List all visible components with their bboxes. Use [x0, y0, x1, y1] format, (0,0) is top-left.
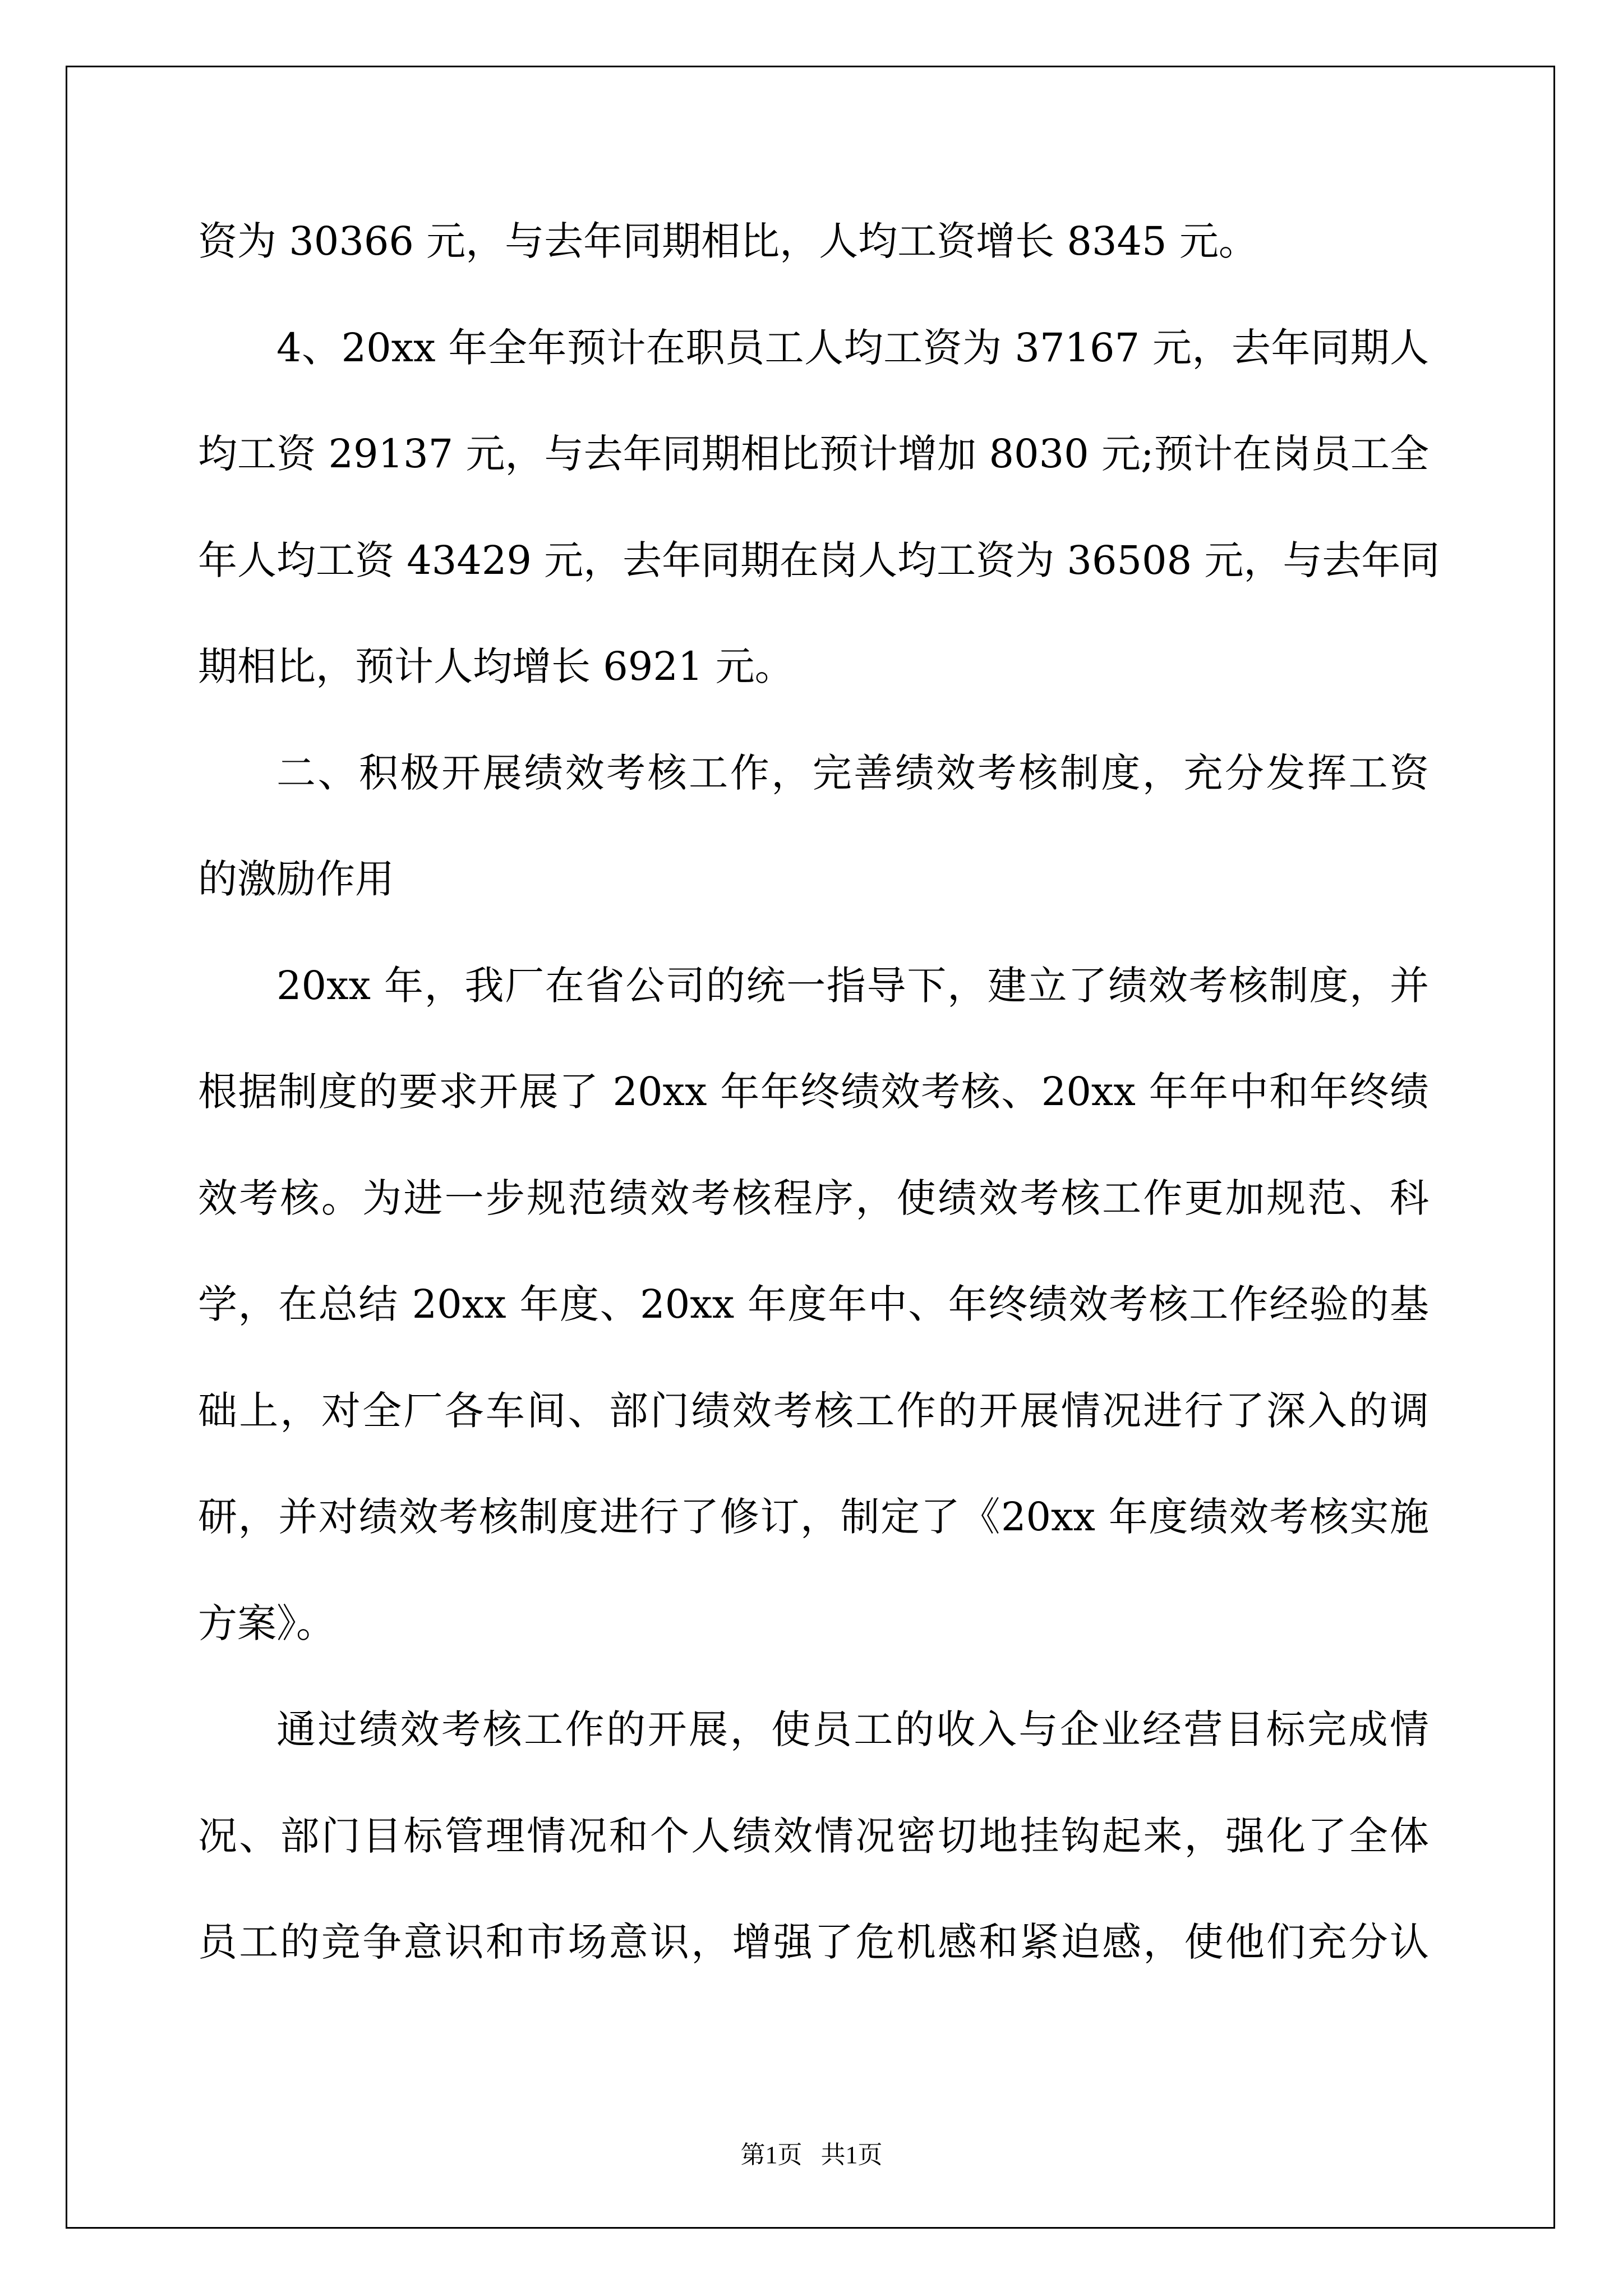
text-line: 20xx 年，我厂在省公司的统一指导下，建立了绩效考核制度，并 [276, 962, 1429, 1009]
text-line: 通过绩效考核工作的开展，使员工的收入与企业经营目标完成情 [276, 1706, 1429, 1752]
document-body [198, 208, 1440, 2015]
text-line: 的激励作用 [198, 856, 394, 902]
text-line: 方案》。 [198, 1600, 335, 1646]
text-line: 学，在总结 20xx 年度、20xx 年度年中、年终绩效考核工作经验的基 [198, 1281, 1429, 1327]
text-line: 4、20xx 年全年预计在职员工人均工资为 37167 元，去年同期人 [276, 324, 1429, 371]
text-line: 础上，对全厂各车间、部门绩效考核工作的开展情况进行了深入的调 [198, 1387, 1429, 1434]
text-line: 效考核。为进一步规范绩效考核程序，使绩效考核工作更加规范、科 [198, 1175, 1429, 1221]
text-line: 员工的竞争意识和市场意识，增强了危机感和紧迫感，使他们充分认 [198, 1919, 1429, 1965]
text-line: 年人均工资 43429 元，去年同期在岗人均工资为 36508 元，与去年同 [198, 537, 1440, 583]
text-line: 期相比，预计人均增长 6921 元。 [198, 643, 794, 689]
text-line: 资为 30366 元，与去年同期相比，人均工资增长 8345 元。 [198, 218, 1258, 264]
text-line: 二、积极开展绩效考核工作，完善绩效考核制度，充分发挥工资 [276, 749, 1429, 796]
page-footer: 第1页 共1页 [740, 2141, 883, 2169]
text-line: 均工资 29137 元，与去年同期相比预计增加 8030 元;预计在岗员工全 [198, 431, 1429, 477]
text-line: 研，并对绩效考核制度进行了修订，制定了《20xx 年度绩效考核实施 [198, 1494, 1429, 1540]
text-line: 况、部门目标管理情况和个人绩效情况密切地挂钩起来，强化了全体 [198, 1812, 1429, 1859]
text-line: 根据制度的要求开展了 20xx 年年终绩效考核、20xx 年年中和年终绩 [198, 1069, 1429, 1115]
